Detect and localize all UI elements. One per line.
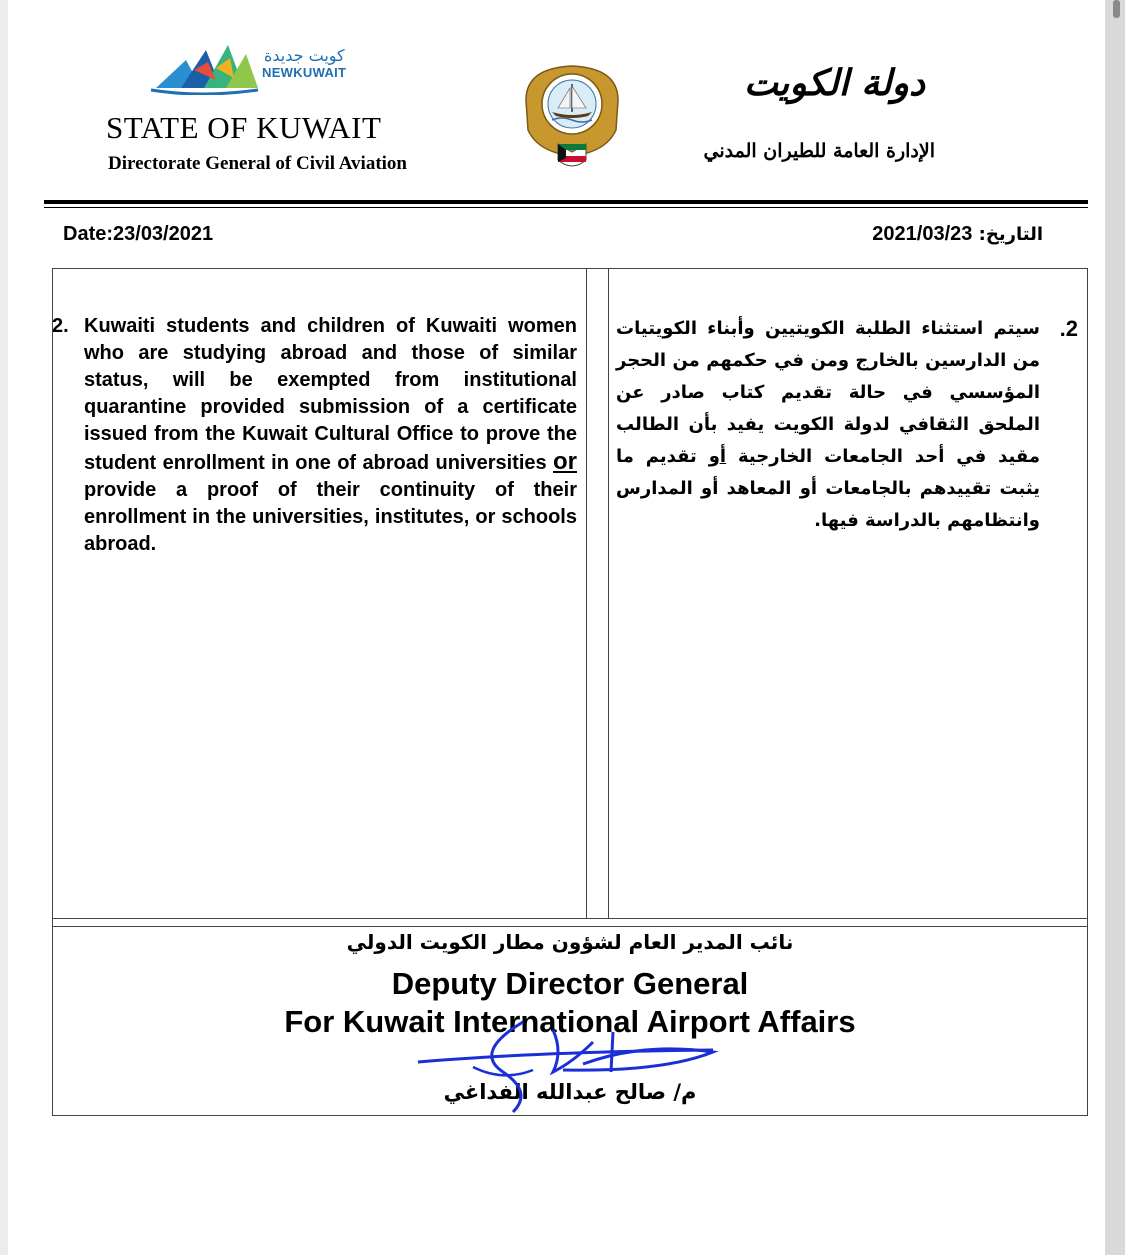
signatory-name-ar: م/ صالح عبدالله الفداغي (443, 1080, 697, 1104)
document-page (8, 0, 1105, 1255)
item-en (52, 313, 577, 558)
state-of-kuwait-title-ar: دولة الكويت (743, 62, 925, 104)
state-of-kuwait-title: STATE OF KUWAIT (106, 110, 382, 145)
handwritten-signature (413, 1012, 733, 1122)
item-number-ar: 2. (1059, 316, 1078, 341)
item-text-ar (616, 313, 1040, 537)
date-en: Date:23/03/2021 (63, 223, 214, 245)
header-divider-thin (44, 207, 1088, 208)
item-ar-part1: سيتم استثناء الطلبة الكويتيين وأبناء الكويتيات من الدارسين بالخارج ومن في حكمهم من الحجر المؤسسي في حالة تقديم كتاب صادر عن الملحق الثقافي لدولة الكويت يفيد بأن الطالب مقيد في أحد الجامعات الخارجية (616, 318, 1040, 467)
row-divider-1 (52, 918, 1088, 919)
newkuwait-english-text: NEWKUWAIT (262, 65, 347, 80)
newkuwait-sail-icon (146, 40, 261, 95)
item-number-en: 2. (52, 315, 69, 337)
newkuwait-arabic-text: كويت جديدة (264, 46, 345, 65)
item-ar-part2: تقديم ما يثبت تقييدهم بالجامعات أو المعاهد أو المدارس وانتظامهم بالدراسة فيها. (616, 446, 1040, 531)
item-text-en (84, 313, 577, 558)
signatory-title-ar: نائب المدير العام لشؤون مطار الكويت الدولي (346, 930, 794, 954)
item-en-part2: provide a proof of their continuity of their enrollment in the universities, institutes, or schools abroad. (84, 479, 577, 555)
dgca-subtitle-ar: الإدارة العامة للطيران المدني (703, 140, 935, 162)
item-en-part1: Kuwaiti students and children of Kuwaiti women who are studying abroad and those of similar status, will be exempted from institutional quarantine provided submission of a certificate issued from the Kuwait Cultural Office to prove the student enrollment in one of abroad universities (84, 315, 577, 474)
column-divider-1 (586, 268, 587, 919)
item-ar (616, 313, 1078, 537)
kuwait-emblem-icon (516, 60, 628, 175)
column-divider-2 (608, 268, 609, 919)
scrollbar-thumb[interactable] (1113, 0, 1120, 18)
dgca-subtitle-en: Directorate General of Civil Aviation (108, 153, 407, 174)
signatory-title-en-line2: For Kuwait International Airport Affairs (284, 1004, 856, 1039)
date-ar-value: 2021/03/23 (872, 223, 973, 245)
item-en-or: or (553, 448, 577, 475)
newkuwait-logo (146, 40, 376, 100)
viewer-right-edge (1105, 0, 1125, 1255)
signatory-title-en-line1: Deputy Director General (391, 966, 749, 1001)
date-ar (872, 223, 1043, 246)
row-divider-2 (52, 926, 1088, 927)
item-ar-or: أو (708, 446, 727, 467)
date-ar-label: التاريخ: (978, 224, 1043, 245)
header-divider-thick (44, 200, 1088, 204)
